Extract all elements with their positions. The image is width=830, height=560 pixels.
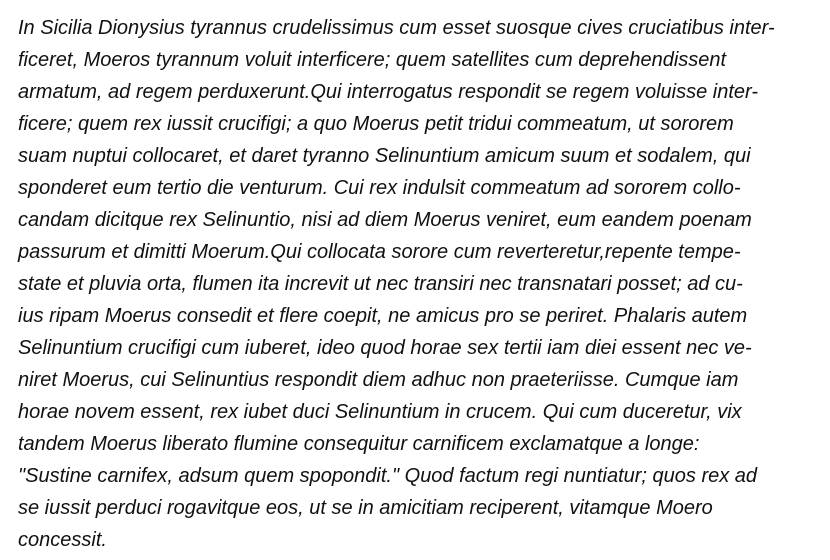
text-line: niret Moerus, cui Selinuntius respondit diem adhuc non praeteriisse. Cumque iam bbox=[18, 369, 739, 391]
text-line: ficere; quem rex iussit crucifigi; a quo Moerus petit tridui commeatum, ut sororem bbox=[18, 113, 734, 135]
text-line: armatum, ad regem perduxerunt.Qui interrogatus respondit se regem voluisse inter- bbox=[18, 81, 758, 103]
text-line: se iussit perduci rogavitque eos, ut se in amicitiam reciperent, vitamque Moero bbox=[18, 497, 713, 519]
text-line: concessit. bbox=[18, 529, 107, 551]
text-line: ius ripam Moerus consedit et flere coepit, ne amicus pro se periret. Phalaris autem bbox=[18, 305, 748, 327]
text-line: In Sicilia Dionysius tyrannus crudelissimus cum esset suosque cives cruciatibus inter- bbox=[18, 17, 775, 39]
document-text bbox=[18, 12, 818, 556]
text-line: state et pluvia orta, flumen ita increvit ut nec transiri nec transnatari posset; ad cu- bbox=[18, 273, 743, 295]
text-line: sponderet eum tertio die venturum. Cui rex indulsit commeatum ad sororem collo- bbox=[18, 177, 741, 199]
text-line: "Sustine carnifex, adsum quem spopondit." Quod factum regi nuntiatur; quos rex ad bbox=[18, 465, 758, 487]
text-line: Selinuntium crucifigi cum iuberet, ideo quod horae sex tertii iam diei essent nec ve- bbox=[18, 337, 752, 359]
text-line: suam nuptui collocaret, et daret tyranno Selinuntium amicum suum et sodalem, qui bbox=[18, 145, 751, 167]
text-line: ficeret, Moeros tyrannum voluit interficere; quem satellites cum deprehendissent bbox=[18, 49, 727, 71]
text-line: candam dicitque rex Selinuntio, nisi ad diem Moerus veniret, eum eandem poenam bbox=[18, 209, 752, 231]
text-line: horae novem essent, rex iubet duci Selinuntium in crucem. Qui cum duceretur, vix bbox=[18, 401, 742, 423]
text-line: tandem Moerus liberato flumine consequitur carnificem exclamatque a longe: bbox=[18, 433, 700, 455]
text-line: passurum et dimitti Moerum.Qui collocata sorore cum reverteretur,repente tempe- bbox=[18, 241, 741, 263]
